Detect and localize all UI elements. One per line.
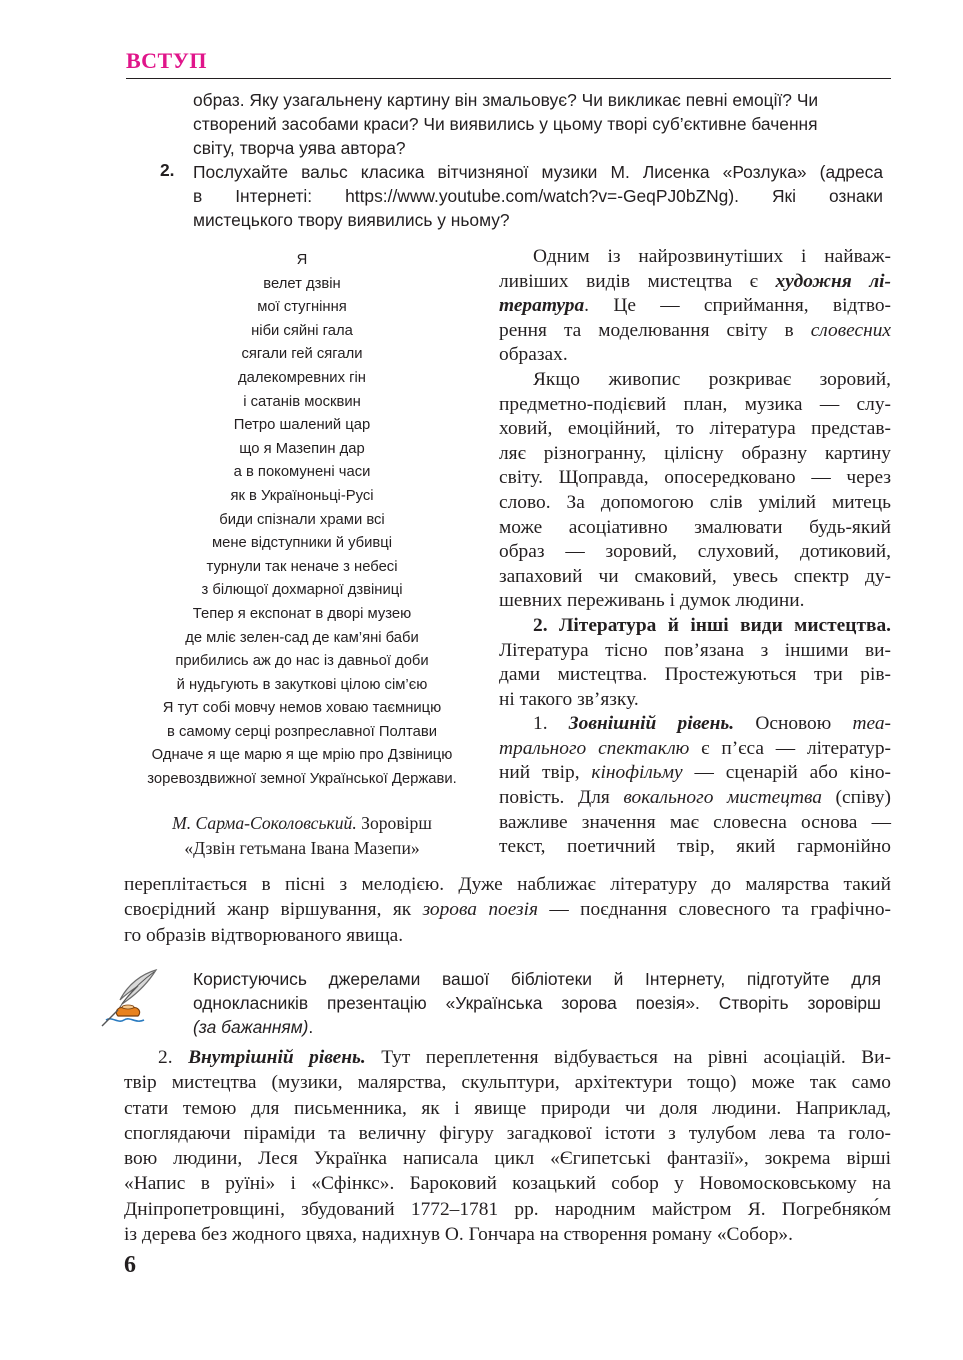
- poem-line: мене відступники й убивці: [211, 535, 393, 552]
- concrete-poem: [124, 249, 480, 792]
- text-line: шевних переживань і думок людини.: [499, 590, 805, 612]
- text-line: споглядаючи піраміди та величну фігуру загадкової істоти з тулубом лева та голо-: [124, 1122, 891, 1144]
- text-line: створений засобами краси? Чи виявились у цьому творі суб’єктивне бачення: [193, 114, 818, 134]
- poem-line: Петро шалений цар: [233, 417, 371, 434]
- poem-caption: [124, 811, 480, 861]
- poem-line: де мліє зелен-сад де кам’яні баби: [185, 629, 419, 646]
- poem-line: а в покомунені часи: [233, 464, 371, 481]
- text-line: світу, творча уява автора?: [193, 138, 406, 158]
- text-line: в Інтернеті: https://www.youtube.com/watch?v=-GeqPJ0bZNg). Які ознаки: [193, 186, 883, 206]
- task-2: [193, 160, 883, 232]
- text-line: ляє різногранну, цілісну образну картину: [499, 442, 891, 464]
- poem-line: ніби сяйні гала: [251, 322, 353, 339]
- text-line: Література тісно пов’язана з іншими ви-: [499, 639, 891, 661]
- text-line: образ — зоровий, слуховий, дотиковий,: [499, 541, 891, 563]
- poem-line: з білющої дохмарної дзвіниці: [201, 582, 403, 599]
- text-line: вою людини, Леся Українка написала цикл «Єгипетські фантазії», зокрема вірші: [124, 1148, 891, 1170]
- text-line: текст, поетичний твір, який гармонійно: [499, 836, 891, 858]
- text-line: світу. Щоправда, опосередковано — через: [499, 467, 891, 489]
- caption-subtitle: «Дзвін гетьмана Івана Мазепи»: [184, 838, 420, 858]
- text-line: «Напис в руїні» і «Сфінкс». Бароковий козацький собор у Новомосковському на: [124, 1173, 891, 1195]
- text-line: дами мистецтва. Простежуються три рів-: [499, 664, 891, 686]
- poem-line: далекомревних гін: [238, 369, 366, 386]
- task-2-number: 2.: [160, 160, 175, 180]
- page-number: 6: [124, 1252, 136, 1278]
- quill-inkpot-icon: [98, 966, 162, 1030]
- poem-line: Я: [296, 252, 308, 268]
- text-line: Якщо живопис розкриває зоровий,: [533, 368, 891, 390]
- poem-line: турнули так неначе з небесі: [206, 558, 398, 575]
- text-line: ний твір, кінофільму — сценарій або кіно-: [499, 762, 891, 784]
- term-internal-level: Внутрішній рівень.: [188, 1047, 366, 1068]
- poem-line: в самому серці розпреславної Полтави: [166, 723, 437, 740]
- text-line: твір мистецтва (музики, малярства, скульптури, архітектури тощо) може так само: [124, 1072, 891, 1094]
- text-line: (за бажанням).: [193, 1017, 314, 1037]
- text-line: слово. За допомогою слів умілий митець: [499, 491, 891, 513]
- internal-level-paragraph: [124, 1045, 891, 1247]
- text-line: із дерева без жодного цвяха, надихнув О. Гончара на створення роману «Собор».: [124, 1224, 793, 1246]
- text-line: Одним із найрозвинутіших і найваж-: [533, 246, 891, 267]
- text-line: образах.: [499, 344, 568, 366]
- poem-line: Я тут собі мовчу немов ховаю таємницю: [162, 700, 442, 717]
- text-line: важливе значення має словесна основа —: [499, 811, 891, 833]
- poem-line: і сатанів москвин: [243, 393, 361, 410]
- text-line: переплітається в пісні з мелодією. Дуже наближає літературу до малярства такий: [124, 874, 891, 895]
- text-line: Дніпропетровщині, збудований 1772–1781 рр. народним майстром Я. Погребняко́м: [124, 1198, 891, 1220]
- term-external-level: Зовнішній рівень.: [568, 713, 735, 735]
- poem-line: що я Мазепин дар: [239, 440, 365, 457]
- page-header: [126, 46, 891, 79]
- text-line: може асоціативно змалювати будь-який: [499, 516, 891, 538]
- poem-line: биди спізнали храми всі: [219, 511, 385, 528]
- full-width-paragraph: [124, 872, 891, 948]
- text-line: ховий, емоційний, то література представ-: [499, 418, 891, 440]
- text-line: Користуючись джерелами вашої бібліотеки й Інтернету, підготуйте для: [193, 969, 881, 989]
- text-line: ливіших видів мистецтва є художня лі-: [499, 270, 891, 292]
- text-line: мистецького твору виявились у ньому?: [193, 210, 510, 230]
- text-line: Послухайте вальс класика вітчизняної музики М. Лисенка «Розлука» (адреса: [193, 162, 883, 182]
- poem-line: й нудьгують в закуткові цілою сім’єю: [176, 676, 428, 693]
- text-line: однокласників презентацію «Українська зорова поезія». Створіть зоровірш: [193, 993, 881, 1013]
- poem-line: Тепер я експонат в дворі музею: [192, 605, 412, 622]
- text-line: повість. Для вокального мистецтва (співу): [499, 787, 891, 809]
- term-literature: художня лі-: [775, 270, 891, 292]
- caption-author: М. Сарма-Соколовський.: [172, 813, 357, 833]
- text-line: образ. Яку узагальнену картину він змальовує? Чи викликає певні емоції? Чи: [193, 90, 819, 110]
- task-3: [193, 967, 881, 1039]
- text-line: предметно-подієвий план, музика — слу-: [499, 393, 891, 415]
- poem-line: Одначе я ще марю я ще мрію про Дзвіницю: [151, 747, 453, 764]
- text-line: ні такого зв’язку.: [499, 688, 639, 710]
- subsection-heading: 2. Література й інші види мистецтва.: [533, 614, 891, 636]
- text-line: трального спектаклю є п’єса — літератур-: [499, 737, 891, 759]
- text-line: тература. Це — сприймання, відтво-: [499, 295, 891, 317]
- text-line: запаховий чи смаковий, увесь спектр ду-: [499, 565, 891, 587]
- text-line: рення та моделювання світу в словесних: [499, 319, 891, 341]
- task-1-continuation: [193, 88, 883, 160]
- text-line: 1. Зовнішній рівень. Основою теа-: [533, 713, 892, 735]
- text-line: своєрідний жанр віршування, як зорова поезія — поєднання словесного та графічно-: [124, 899, 891, 921]
- section-title: ВСТУП: [126, 48, 207, 73]
- poem-line: сягали гей сягали: [241, 346, 363, 363]
- text-line: стати темою для письменника, як і явище природи чи доля людини. Наприклад,: [124, 1097, 891, 1119]
- text-line: 2. Внутрішній рівень. Тут переплетення відбувається на рівні асоціацій. Ви-: [158, 1047, 892, 1068]
- right-column-text: [499, 245, 891, 860]
- poem-line: зоревоздвижної земної Української Держави.: [147, 771, 457, 788]
- poem-line: мої стугніння: [257, 299, 347, 316]
- poem-line: велет дзвін: [263, 275, 341, 292]
- poem-line: як в Україноньці-Русі: [230, 487, 374, 504]
- caption-title: Зоровірш: [361, 813, 432, 833]
- poem-line: прибились аж до нас із давньої доби: [175, 653, 429, 670]
- text-line: го образів відтворюваного явища.: [124, 924, 404, 946]
